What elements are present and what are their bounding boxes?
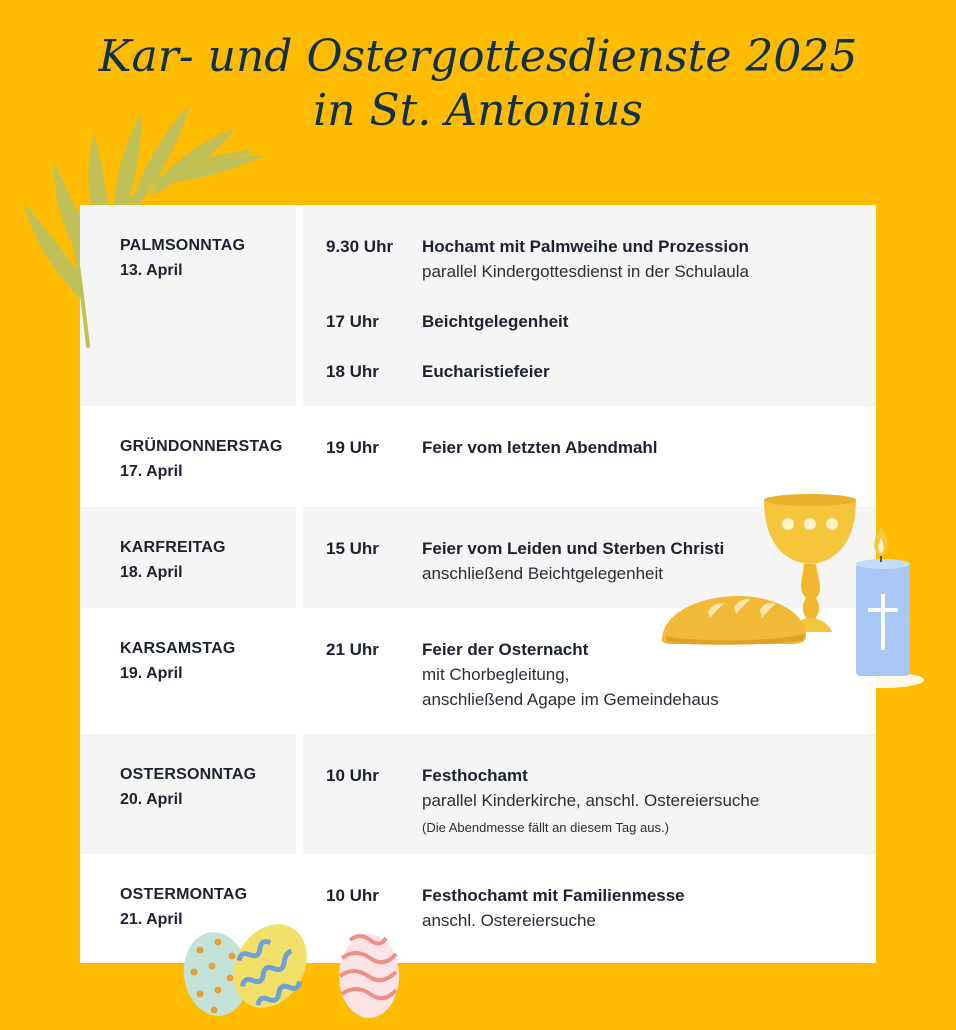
day-cell	[80, 734, 296, 854]
day-cell	[80, 608, 296, 734]
event-title: Festhochamt	[422, 766, 528, 785]
event-title: Feier vom letzten Abendmahl	[422, 438, 658, 457]
day-name: PALMSONNTAG	[120, 237, 246, 254]
event-detail: anschließend Beichtgelegenheit	[422, 564, 664, 583]
event-title: Eucharistiefeier	[422, 362, 550, 381]
event-title: Feier der Osternacht	[422, 640, 589, 659]
event-detail: anschl. Ostereiersuche	[422, 911, 596, 930]
events-cell	[303, 734, 876, 854]
event-time: 18 Uhr	[326, 362, 379, 381]
event-title: Festhochamt mit Familienmesse	[422, 886, 685, 905]
event-time: 19 Uhr	[326, 438, 379, 457]
event-detail: anschließend Agape im Gemeindehaus	[422, 690, 719, 709]
event-title: Feier vom Leiden und Sterben Christi	[422, 539, 725, 558]
day-date: 19. April	[120, 665, 183, 682]
event-title: Beichtgelegenheit	[422, 312, 569, 331]
day-cell	[80, 205, 296, 406]
day-cell	[80, 406, 296, 507]
event-time: 21 Uhr	[326, 640, 379, 659]
event-title: Hochamt mit Palmweihe und Prozession	[422, 237, 749, 256]
palm-leaf-icon	[60, 200, 100, 350]
bread-icon	[652, 590, 822, 654]
event-time: 17 Uhr	[326, 312, 379, 331]
day-date: 17. April	[120, 463, 183, 480]
event-note: (Die Abendmesse fällt an diesem Tag aus.)	[422, 820, 669, 835]
candle-icon	[844, 522, 928, 692]
event-time: 10 Uhr	[326, 886, 379, 905]
events-cell	[303, 205, 876, 406]
day-date: 20. April	[120, 791, 183, 808]
event-detail: mit Chorbegleitung,	[422, 665, 570, 684]
day-date: 13. April	[120, 262, 183, 279]
day-row-ostersonntag	[80, 734, 876, 854]
title-line-1: Kar- und Ostergottesdienste 2025	[98, 31, 858, 82]
day-name: OSTERSONNTAG	[120, 766, 257, 783]
day-date: 18. April	[120, 564, 183, 581]
title-line-2: in St. Antonius	[313, 85, 643, 136]
day-name: KARFREITAG	[120, 539, 226, 556]
event-time: 10 Uhr	[326, 766, 379, 785]
day-cell	[80, 507, 296, 608]
event-time: 9.30 Uhr	[326, 237, 394, 256]
event-detail: parallel Kinderkirche, anschl. Ostereiersuche	[422, 791, 760, 810]
day-date: 21. April	[120, 911, 183, 928]
day-name: GRÜNDONNERSTAG	[120, 438, 283, 455]
event-time: 15 Uhr	[326, 539, 379, 558]
day-row-palmsonntag	[80, 205, 876, 406]
event-detail: parallel Kindergottesdienst in der Schulaula	[422, 262, 749, 281]
day-name: KARSAMSTAG	[120, 640, 236, 657]
day-name: OSTERMONTAG	[120, 886, 248, 903]
easter-eggs-icon	[178, 916, 408, 1026]
